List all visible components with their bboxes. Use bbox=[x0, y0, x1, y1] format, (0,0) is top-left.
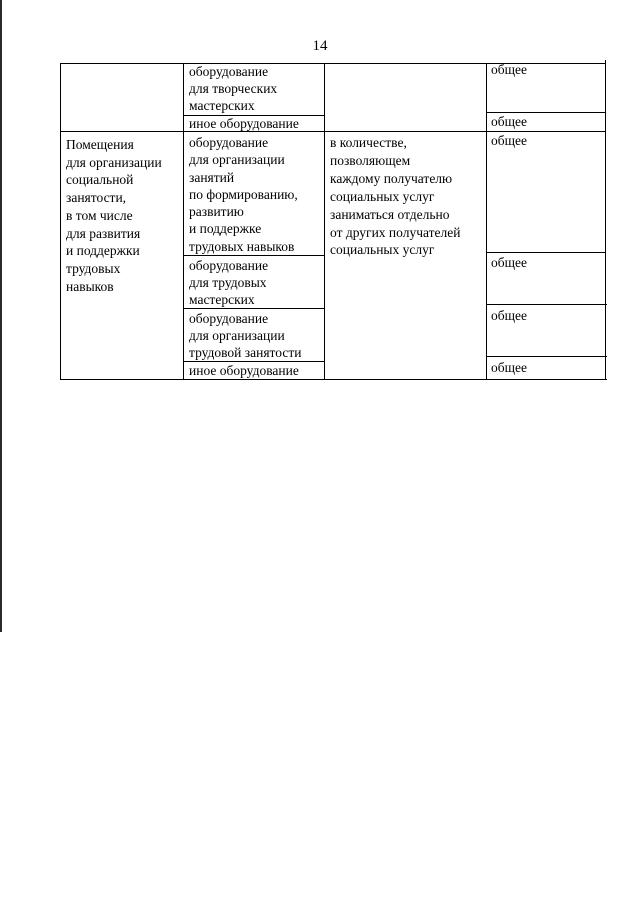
equipment-cell bbox=[189, 115, 299, 132]
cell-line: занятости, bbox=[66, 190, 127, 206]
usage-cell bbox=[491, 113, 527, 130]
cell-line: трудовой занятости bbox=[189, 345, 302, 360]
cell-line: по формированию, bbox=[189, 186, 298, 202]
cell-line: общее bbox=[491, 360, 527, 375]
cell-line: каждому получателю bbox=[330, 170, 453, 186]
table-border-left bbox=[60, 63, 61, 380]
cell-line: общее bbox=[491, 308, 527, 323]
cell-line: иное оборудование bbox=[189, 116, 299, 131]
cell-line: от других получателей bbox=[330, 224, 461, 240]
cell-line: для творческих bbox=[189, 81, 278, 96]
cell-line: социальной bbox=[66, 172, 134, 188]
column-divider bbox=[486, 63, 487, 380]
cell-line: заниматься отдельно bbox=[330, 206, 450, 222]
cell-line: общее bbox=[491, 114, 527, 129]
cell-line: социальных услуг bbox=[330, 188, 435, 204]
cell-line: и поддержке bbox=[189, 221, 262, 237]
equipment-cell bbox=[189, 134, 298, 255]
cell-line: и поддержки bbox=[66, 243, 140, 259]
equipment-cell bbox=[189, 63, 277, 114]
usage-cell bbox=[491, 132, 527, 149]
cell-line: трудовых bbox=[66, 260, 121, 276]
cell-line: мастерских bbox=[189, 98, 255, 113]
cell-line: иное оборудование bbox=[189, 363, 299, 378]
usage-cell bbox=[491, 61, 527, 78]
cell-line: занятий bbox=[189, 169, 235, 185]
cell-line: общее bbox=[491, 133, 527, 148]
cell-line: в том числе bbox=[66, 207, 133, 223]
usage-cell bbox=[491, 359, 527, 376]
cell-line: для организации bbox=[189, 152, 285, 168]
column-divider bbox=[183, 63, 184, 380]
table-border-bottom bbox=[60, 379, 607, 380]
column-divider bbox=[324, 63, 325, 380]
page-number: 14 bbox=[312, 38, 328, 54]
cell-line: трудовых навыков bbox=[189, 238, 295, 254]
cell-line: навыков bbox=[66, 278, 114, 294]
cell-line: общее bbox=[491, 62, 527, 77]
equipment-cell bbox=[189, 310, 301, 361]
cell-line: для организации bbox=[66, 154, 162, 170]
cell-line: оборудование bbox=[189, 258, 269, 273]
equipment-cell bbox=[189, 257, 268, 308]
usage-cell bbox=[491, 307, 527, 324]
equipment-cell bbox=[189, 362, 299, 379]
cell-line: социальных услуг bbox=[330, 242, 435, 258]
usage-cell bbox=[491, 254, 527, 271]
scan-edge bbox=[0, 0, 2, 632]
cell-line: для организации bbox=[189, 328, 285, 343]
cell-line: для трудовых bbox=[189, 275, 267, 290]
cell-line: оборудование bbox=[189, 311, 269, 326]
cell-line: общее bbox=[491, 255, 527, 270]
cell-line: в количестве, bbox=[330, 135, 407, 150]
row-divider bbox=[486, 304, 607, 305]
row-divider bbox=[486, 356, 607, 357]
cell-line: для развития bbox=[66, 225, 141, 241]
cell-line: оборудование bbox=[189, 64, 269, 79]
cell-line: развитию bbox=[189, 204, 244, 220]
cell-line: позволяющем bbox=[330, 152, 411, 168]
quantity-cell bbox=[330, 134, 461, 259]
cell-line: мастерских bbox=[189, 292, 255, 307]
cell-line: Помещения bbox=[66, 137, 134, 152]
cell-line: оборудование bbox=[189, 135, 269, 150]
premises-cell bbox=[66, 136, 162, 295]
table-border-right bbox=[605, 60, 606, 380]
